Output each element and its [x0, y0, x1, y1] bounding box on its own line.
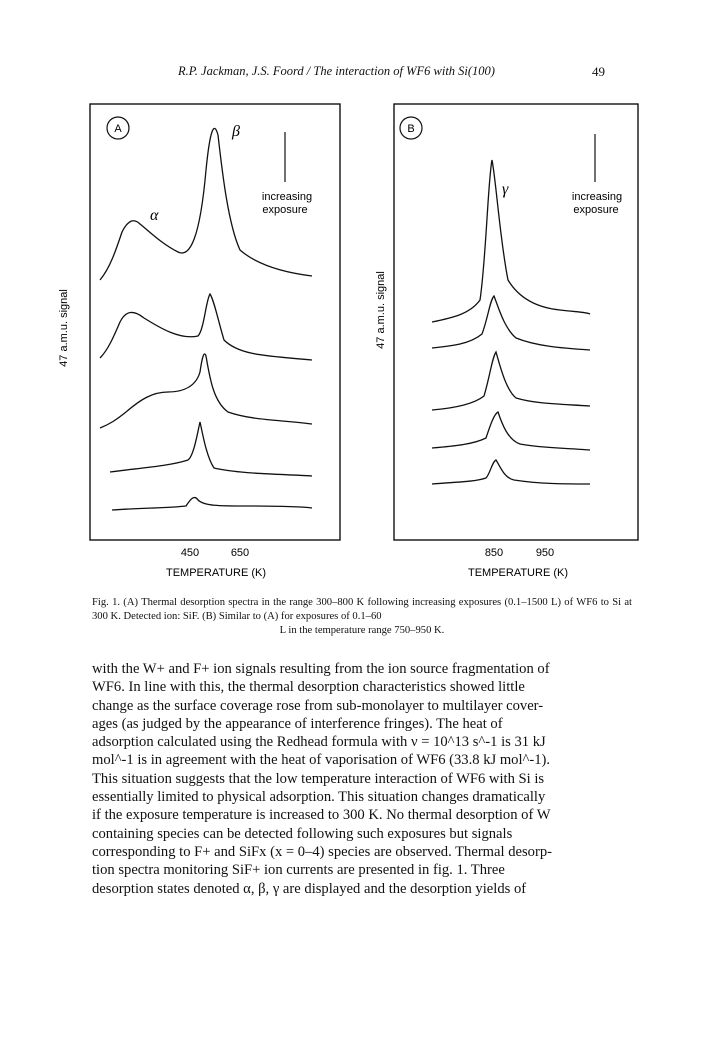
panel-a-trace-4 [110, 422, 312, 476]
body-line: ages (as judged by the appearance of interference fringes). The heat of [92, 715, 503, 732]
body-line: with the W+ and F+ ion signals resulting from the ion source fragmentation of [92, 661, 550, 677]
body-line: corresponding to F+ and SiFx (x = 0–4) species are observed. Thermal desorp- [92, 843, 552, 860]
panel-a-tick-450: 450 [180, 547, 200, 559]
body-line: adsorption calculated using the Redhead formula with ν = 10^13 s^-1 is 31 kJ [92, 734, 546, 751]
running-title: R.P. Jackman, J.S. Foord / The interaction of WF6 with Si(100) [178, 64, 495, 78]
panel-a-increasing: increasing [261, 191, 313, 203]
panel-b-tick-850: 850 [484, 547, 504, 559]
body-line: desorption states denoted α, β, γ are displayed and the desorption yields of [92, 880, 527, 897]
panel-b-letter: B [407, 123, 415, 135]
caption-line-2: (0.1–1500 L) of WF6 to Si at 300 K. Detected ion: SiF. (B) Similar to (A) for exposures of 0.1–60 [92, 597, 632, 622]
panel-a-xlabel: TEMPERATURE (K) [165, 567, 267, 579]
panel-b-trace-4 [432, 412, 590, 450]
panel-a-side-label: 47 a.m.u. signal [58, 289, 70, 367]
panel-b-trace-2 [432, 296, 590, 350]
panel-b-xlabel: TEMPERATURE (K) [467, 567, 569, 579]
panel-a-traces [100, 128, 312, 510]
panel-b-exposure: exposure [573, 204, 619, 216]
body-paragraph [92, 660, 632, 898]
panel-b-frame [394, 104, 638, 540]
panel-b-trace-1 [432, 160, 590, 322]
caption-line-3: L in the temperature range 750–950 K. [279, 625, 445, 636]
alpha-peak-label: α [150, 207, 159, 224]
panel-a-trace-5 [112, 498, 312, 510]
body-line: essentially limited to physical adsorption. This situation changes dramatically [92, 789, 546, 806]
figure-caption [92, 596, 632, 638]
body-line: This situation suggests that the low temperature interaction of WF6 with Si is [92, 770, 545, 787]
caption-line-1: Fig. 1. (A) Thermal desorption spectra in the range 300–800 K following increasing exposures [92, 597, 502, 608]
panel-b-traces [432, 160, 590, 484]
body-line: containing species can be detected following such exposures but signals [92, 825, 513, 842]
beta-peak-label: β [232, 123, 240, 140]
page-number: 49 [592, 64, 605, 79]
gamma-peak-label: γ [502, 181, 509, 198]
body-line: mol^-1 is in agreement with the heat of vaporisation of WF6 (33.8 kJ mol^-1). [92, 752, 551, 769]
panel-a-frame [90, 104, 340, 540]
body-line: WF6. In line with this, the thermal desorption characteristics showed little [92, 679, 525, 696]
panel-a-trace-3 [100, 354, 312, 428]
panel-a-trace-2 [100, 294, 312, 360]
body-line: tion spectra monitoring SiF+ ion currents are presented in fig. 1. Three [92, 862, 505, 879]
panel-b-tick-950: 950 [535, 547, 555, 559]
panel-a-letter: A [114, 123, 122, 135]
panel-b-side-label: 47 a.m.u. signal [375, 271, 387, 349]
panel-a-tick-650: 650 [230, 547, 250, 559]
panel-b-increasing: increasing [571, 191, 623, 203]
body-line: change as the surface coverage rose from sub-monolayer to multilayer cover- [92, 697, 544, 714]
panel-b-trace-3 [432, 352, 590, 410]
body-line: if the exposure temperature is increased to 300 K. No thermal desorption of W [92, 807, 551, 824]
panel-b-trace-5 [432, 460, 590, 484]
panel-a-exposure: exposure [262, 204, 308, 216]
